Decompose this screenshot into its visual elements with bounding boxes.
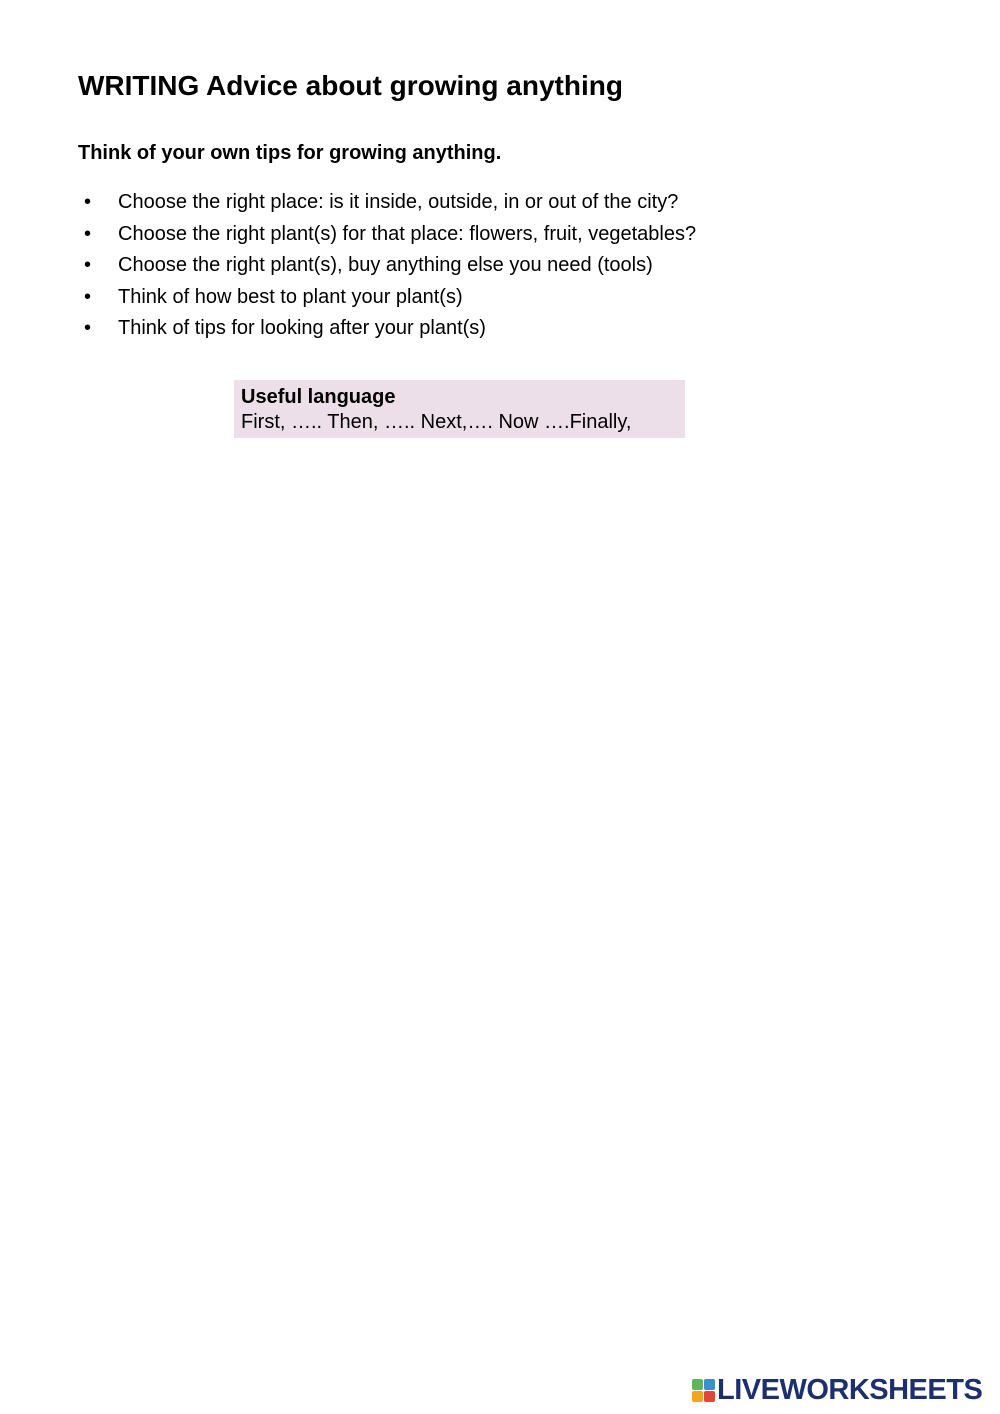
list-item xyxy=(78,283,696,315)
logo-square-green xyxy=(692,1379,703,1390)
list-item xyxy=(78,220,696,252)
useful-language-heading: Useful language xyxy=(241,386,396,408)
bullet-icon: • xyxy=(84,254,92,276)
logo-square-orange xyxy=(692,1391,703,1402)
tip-text: Think of how best to plant your plant(s) xyxy=(118,285,463,308)
tip-text: Choose the right place: is it inside, outside, in or out of the city? xyxy=(118,191,679,213)
tip-text: Think of tips for looking after your plant(s) xyxy=(118,317,486,339)
logo-text: LIVEWORKSHEETS xyxy=(717,1373,983,1406)
bullet-icon: • xyxy=(84,222,92,245)
page-title: WRITING Advice about growing anything xyxy=(78,70,623,101)
liveworksheets-logo xyxy=(692,1374,982,1406)
instruction-text: Think of your own tips for growing anything. xyxy=(78,142,502,164)
list-item xyxy=(78,251,696,283)
useful-language-text: First, ….. Then, ….. Next,…. Now ….Finally, xyxy=(241,411,632,433)
liveworksheets-logo-icon xyxy=(692,1379,715,1402)
bullet-icon: • xyxy=(84,317,92,339)
logo-square-red xyxy=(704,1391,715,1402)
tip-text: Choose the right plant(s), buy anything else you need (tools) xyxy=(118,254,653,276)
tip-text: Choose the right plant(s) for that place: flowers, fruit, vegetables? xyxy=(118,222,697,245)
list-item xyxy=(78,188,696,220)
list-item xyxy=(78,314,696,346)
tips-list xyxy=(78,188,696,346)
logo-square-blue xyxy=(704,1379,715,1390)
bullet-icon: • xyxy=(84,191,92,213)
useful-language-box xyxy=(234,380,685,438)
bullet-icon: • xyxy=(84,285,92,308)
